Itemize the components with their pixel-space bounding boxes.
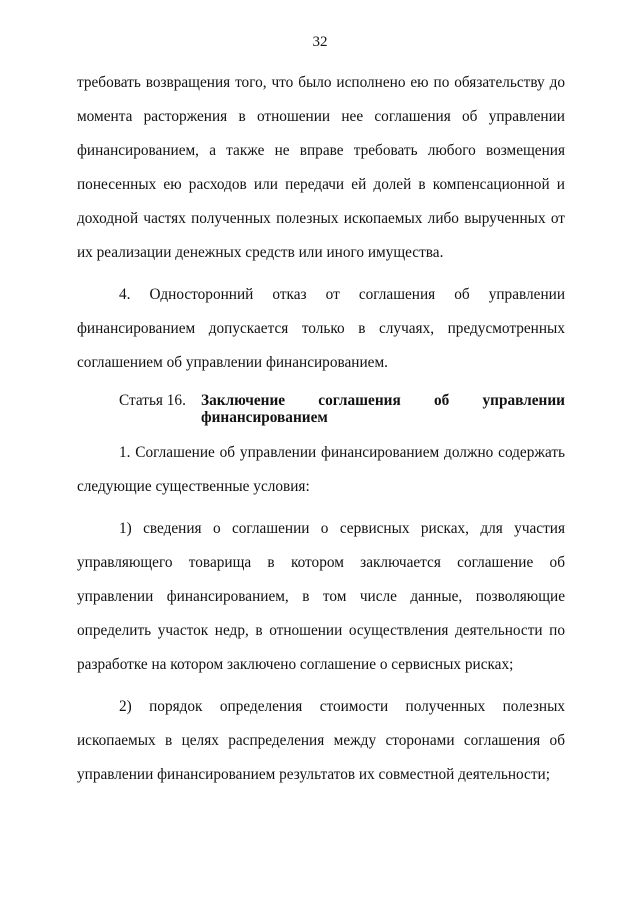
article-label: Статья 16. (119, 392, 186, 409)
paragraph-item-1: 1. Соглашение об управлении финансированием должно содержать следующие существенные условия: (77, 444, 565, 495)
paragraph-item-4: 4. Односторонний отказ от соглашения об управлении финансированием допускается только в случаях, предусмотренных соглашением об управлении финансированием. (77, 286, 565, 371)
paragraph-subitem-1: 1) сведения о соглашении о сервисных рисках, для участия управляющего товарища в котором заключается соглашение об управлении финансированием, в том числе данные, позволяющие определить участок недр, в отношении осуществления деятельности по разработке на котором заключено соглашение о сервисных рисках; (77, 520, 565, 673)
paragraph-continuation: требовать возвращения того, что было исполнено ею по обязательству до момента расторжения в отношении нее соглашения об управлении финансированием, а также не вправе требовать любого возмещения понесенных ею расходов или передачи ей долей в компенсационной и доходной частях полученных полезных ископаемых либо вырученных от их реализации денежных средств или иного имущества. (77, 74, 565, 261)
document-body (77, 66, 565, 792)
paragraph-subitem-2: 2) порядок определения стоимости полученных полезных ископаемых в целях распределения между сторонами соглашения об управлении финансированием результатов их совместной деятельности; (77, 698, 565, 783)
article-title-line-2: финансированием (201, 409, 328, 426)
article-heading (77, 392, 565, 426)
article-title-line-1: Заключение соглашения об управлении (201, 392, 565, 409)
page-number: 32 (312, 34, 328, 50)
article-title (201, 392, 565, 426)
